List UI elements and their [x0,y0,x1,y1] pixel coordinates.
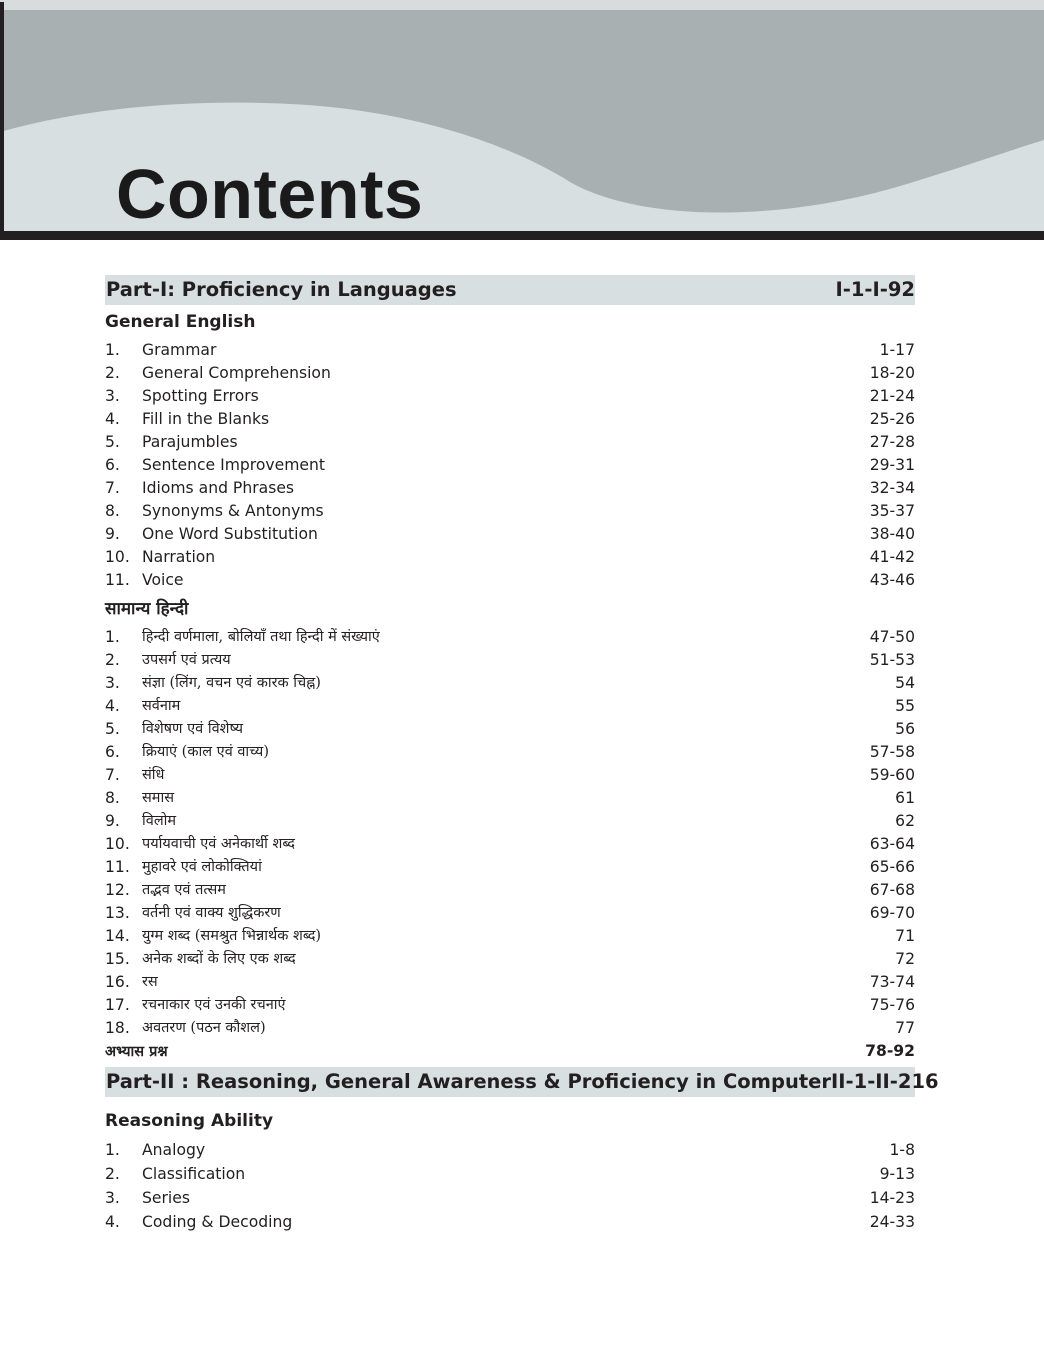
item-title: मुहावरे एवं लोकोक्तियां [142,859,262,875]
section-heading-reasoning: Reasoning Ability [105,1111,274,1131]
reasoning-list [105,1138,915,1234]
item-number: 10. [105,548,130,566]
item-pages: 35-37 [869,502,915,520]
item-pages: 21-24 [869,387,915,405]
part-2-header [105,1067,939,1097]
item-number: 1. [105,1140,120,1159]
item-title: विशेषण एवं विशेष्य [142,721,244,737]
item-pages: 75-76 [869,996,915,1014]
item-pages: 43-46 [869,571,915,589]
part-1-title: Part-I: Proficiency in Languages [106,278,457,301]
item-number: 14. [105,927,130,945]
list-item[interactable] [105,431,915,454]
item-title: हिन्दी वर्णमाला, बोलियाँ तथा हिन्दी में संख्याएं [142,629,380,645]
item-number: 15. [105,950,130,968]
list-item[interactable] [105,764,915,787]
item-pages: 32-34 [869,479,915,497]
item-number: 3. [105,387,120,405]
item-pages: 27-28 [869,433,915,451]
list-item[interactable] [105,695,915,718]
item-title: Coding & Decoding [142,1212,293,1231]
item-pages: 54 [895,674,915,692]
list-item[interactable] [105,856,915,879]
section-heading-hindi: सामान्य हिन्दी [105,599,189,619]
item-title: Analogy [142,1140,206,1159]
item-title: क्रियाएं (काल एवं वाच्य) [142,744,269,760]
item-pages: 47-50 [869,628,915,646]
item-number: 7. [105,479,120,497]
item-title: Fill in the Blanks [142,410,270,428]
item-number: 9. [105,812,120,830]
list-item[interactable] [105,810,915,833]
item-title: Idioms and Phrases [142,479,295,497]
item-title: Series [142,1188,190,1207]
item-pages: 65-66 [869,858,915,876]
list-item[interactable] [105,1017,915,1040]
item-pages: 59-60 [869,766,915,784]
item-number: 17. [105,996,130,1014]
item-title: विलोम [142,813,177,829]
section-heading-general-english: General English [105,312,256,332]
list-item[interactable] [105,626,915,649]
item-pages: 63-64 [869,835,915,853]
item-number: 11. [105,571,130,589]
item-title: Synonyms & Antonyms [142,502,324,520]
item-number: 4. [105,697,120,715]
hindi-list [105,626,915,1063]
item-number: 18. [105,1019,130,1037]
item-pages: 69-70 [869,904,915,922]
list-item[interactable] [105,569,915,592]
list-item[interactable] [105,546,915,569]
item-pages: 55 [895,697,915,715]
item-title: वर्तनी एवं वाक्य शुद्धिकरण [142,905,281,921]
list-item[interactable] [105,787,915,810]
item-pages: 25-26 [869,410,915,428]
item-number: 8. [105,789,120,807]
item-number: 4. [105,1212,120,1231]
item-pages: 9-13 [879,1164,915,1183]
item-pages: 78-92 [865,1042,915,1060]
part-2-title: Part-II : Reasoning, General Awareness & Proficiency in Computer [106,1070,832,1093]
list-item[interactable] [105,741,915,764]
list-item[interactable] [105,948,915,971]
item-number: 2. [105,651,120,669]
item-title: Narration [142,548,216,566]
item-number: 10. [105,835,130,853]
item-title: उपसर्ग एवं प्रत्यय [142,652,231,668]
item-number: 6. [105,743,120,761]
item-number: 11. [105,858,130,876]
list-item[interactable] [105,1210,915,1234]
list-item[interactable] [105,1162,915,1186]
list-item[interactable] [105,500,915,523]
practice-questions-row[interactable] [105,1040,915,1063]
item-title: अभ्यास प्रश्न [105,1043,168,1060]
list-item[interactable] [105,994,915,1017]
list-item[interactable] [105,362,915,385]
page-title: Contents [116,155,424,233]
item-number: 3. [105,674,120,692]
item-pages: 38-40 [869,525,915,543]
part-1-header [105,275,915,305]
item-pages: 14-23 [869,1188,915,1207]
item-title: Sentence Improvement [142,456,325,474]
item-title: पर्यायवाची एवं अनेकार्थी शब्द [142,836,295,852]
item-title: Parajumbles [142,433,238,451]
item-pages: 41-42 [869,548,915,566]
item-pages: 56 [895,720,915,738]
item-title: Classification [142,1164,246,1183]
item-number: 2. [105,1164,120,1183]
header-banner [0,0,1044,240]
item-number: 16. [105,973,130,991]
contents-list [105,275,939,1234]
item-title: संधि [142,767,165,783]
list-item[interactable] [105,339,915,362]
list-item[interactable] [105,971,915,994]
item-title: अवतरण (पठन कौशल) [142,1020,266,1036]
item-pages: 29-31 [869,456,915,474]
item-pages: 24-33 [869,1212,915,1231]
item-pages: 1-8 [889,1140,915,1159]
item-pages: 71 [895,927,915,945]
item-title: तद्भव एवं तत्सम [142,882,226,898]
item-number: 3. [105,1188,120,1207]
list-item[interactable] [105,672,915,695]
item-title: अनेक शब्दों के लिए एक शब्द [142,951,296,967]
list-item[interactable] [105,477,915,500]
list-item[interactable] [105,385,915,408]
item-number: 8. [105,502,120,520]
item-number: 6. [105,456,120,474]
item-pages: 1-17 [879,341,915,359]
item-title: General Comprehension [142,364,331,382]
list-item[interactable] [105,902,915,925]
item-pages: 77 [895,1019,915,1037]
item-number: 7. [105,766,120,784]
item-pages: 67-68 [869,881,915,899]
item-number: 2. [105,364,120,382]
item-title: रचनाकार एवं उनकी रचनाएं [142,997,286,1013]
item-title: संज्ञा (लिंग, वचन एवं कारक चिह्न) [142,675,321,691]
list-item[interactable] [105,833,915,856]
item-number: 12. [105,881,130,899]
part-2-pages: II-1-II-216 [831,1070,939,1093]
item-number: 5. [105,720,120,738]
list-item[interactable] [105,879,915,902]
item-title: One Word Substitution [142,525,318,543]
list-item[interactable] [105,649,915,672]
item-title: सर्वनाम [142,698,181,714]
item-number: 5. [105,433,120,451]
list-item[interactable] [105,718,915,741]
item-pages: 18-20 [869,364,915,382]
item-number: 4. [105,410,120,428]
list-item[interactable] [105,454,915,477]
general-english-list [105,339,915,592]
item-pages: 73-74 [869,973,915,991]
item-title: Grammar [142,341,217,359]
item-title: Voice [142,571,184,589]
item-title: Spotting Errors [142,387,259,405]
list-item[interactable] [105,523,915,546]
list-item[interactable] [105,408,915,431]
part-1-pages: I-1-I-92 [835,278,915,301]
item-number: 1. [105,628,120,646]
item-pages: 62 [895,812,915,830]
item-pages: 51-53 [869,651,915,669]
item-pages: 61 [895,789,915,807]
item-number: 1. [105,341,120,359]
list-item[interactable] [105,925,915,948]
item-title: युग्म शब्द (समश्रुत भिन्नार्थक शब्द) [142,928,322,944]
item-pages: 57-58 [869,743,915,761]
item-title: रस [142,974,158,990]
list-item[interactable] [105,1138,915,1162]
item-title: समास [142,790,175,806]
item-number: 13. [105,904,130,922]
item-pages: 72 [895,950,915,968]
list-item[interactable] [105,1186,915,1210]
item-number: 9. [105,525,120,543]
